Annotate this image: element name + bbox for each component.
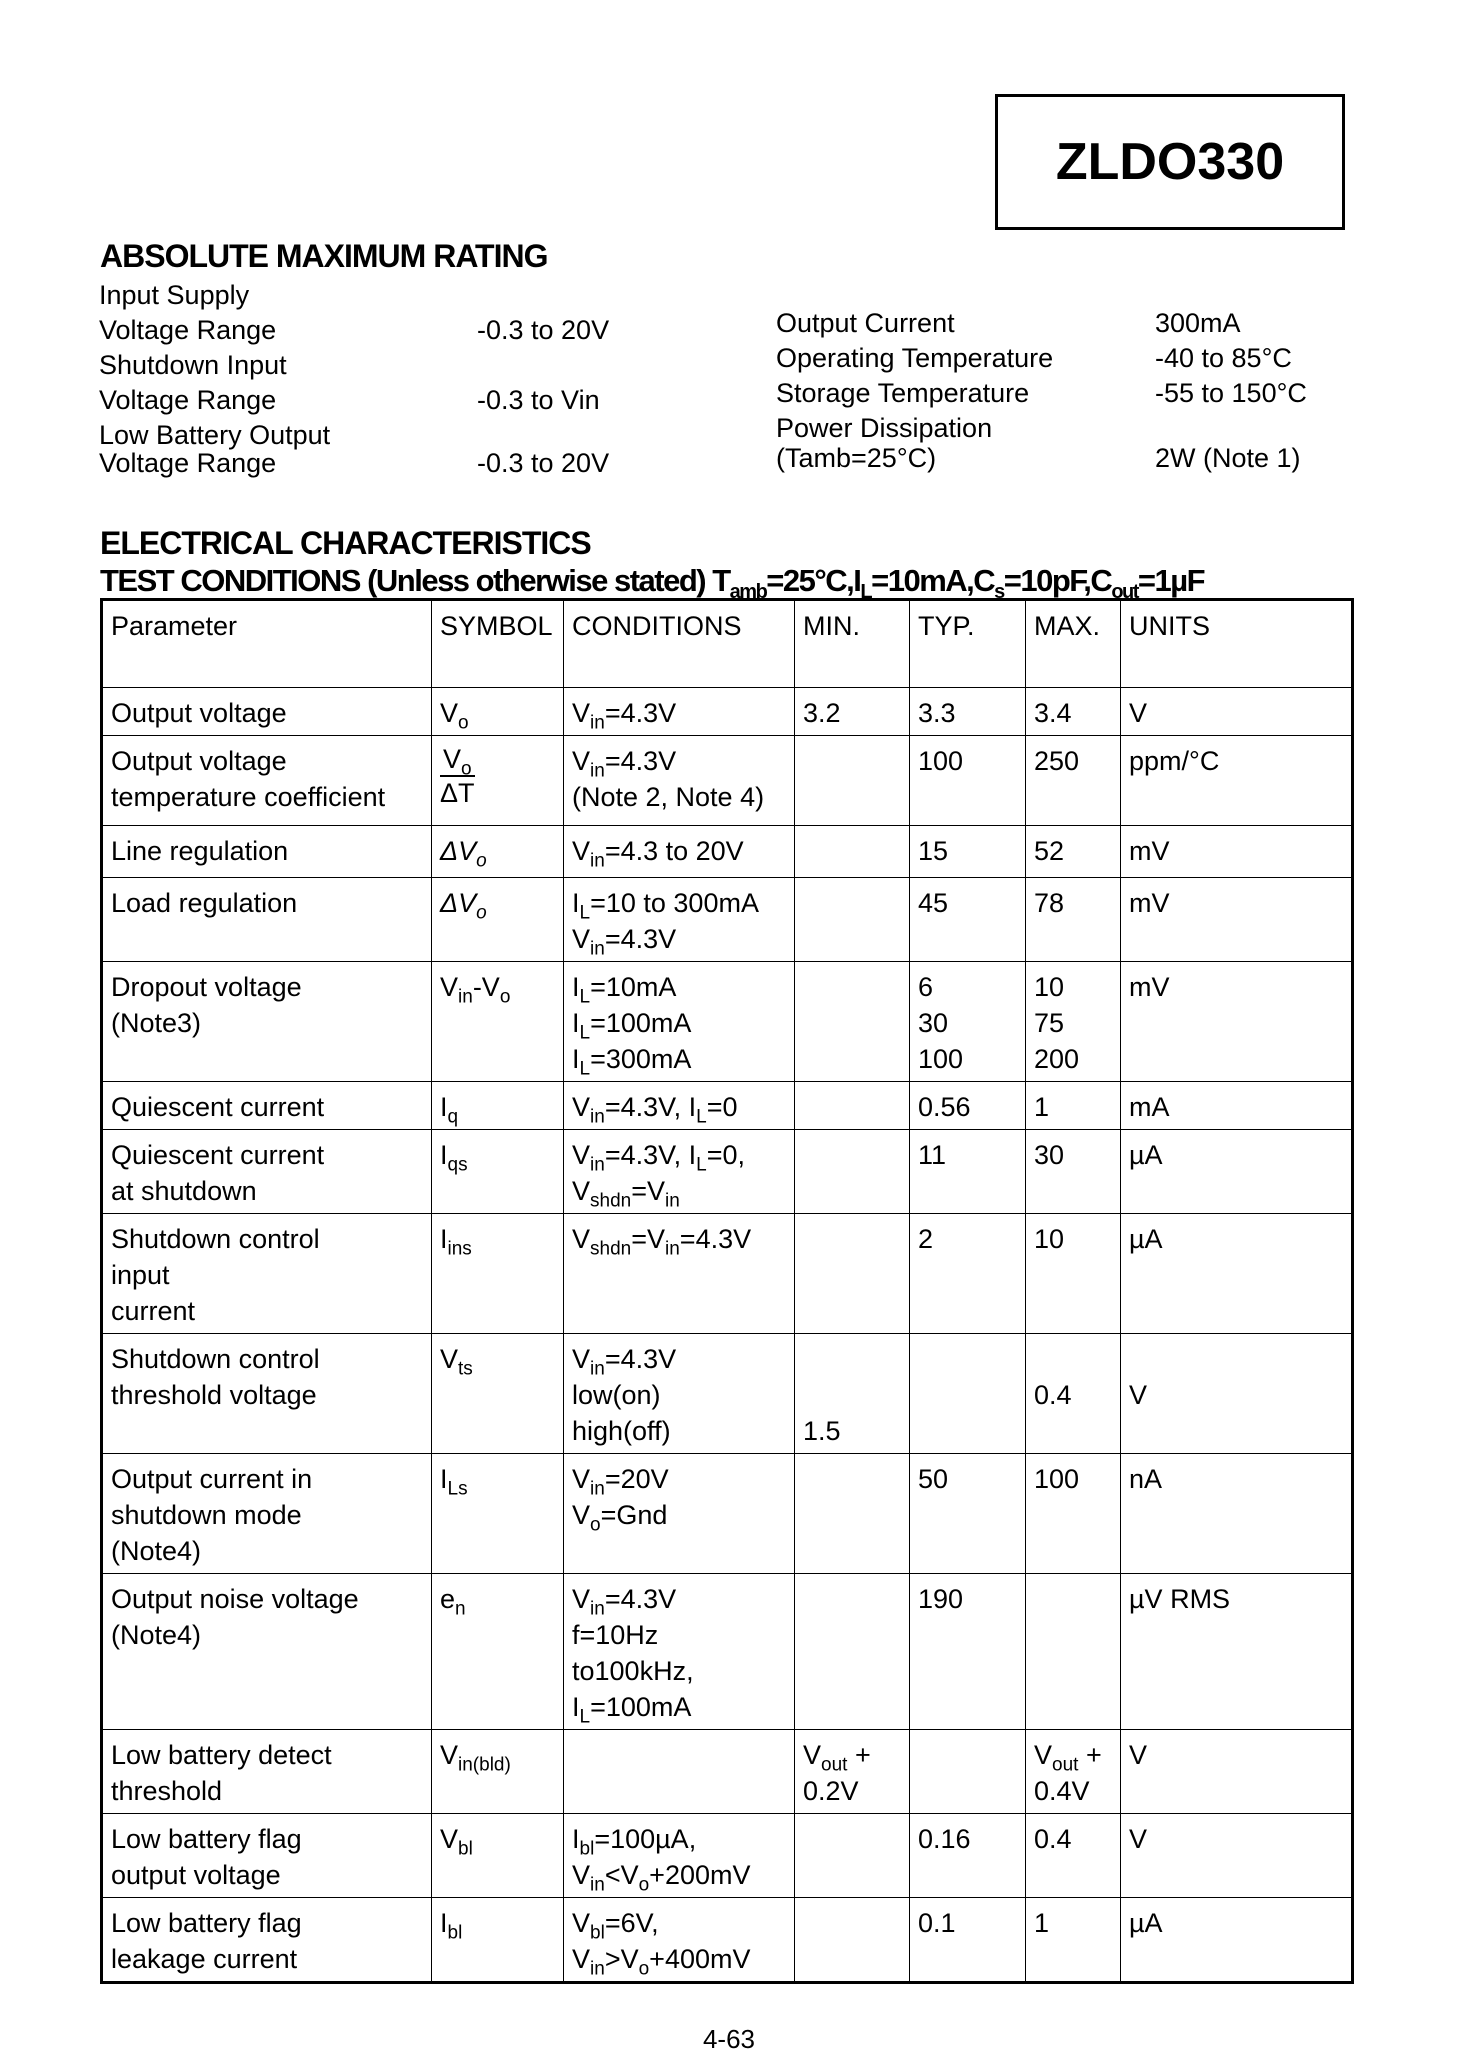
cell-units: V — [1121, 1814, 1353, 1898]
cell-typ: 50 — [910, 1454, 1026, 1574]
abs-right-2-label: Storage Temperature — [776, 378, 1030, 408]
cell-min — [795, 1898, 910, 1983]
cell-param: Quiescent current at shutdown — [102, 1130, 432, 1214]
cell-cond: $V_{in}=4.3V$ (Note 2, Note 4) — [564, 736, 795, 826]
abs-left-0-label2: Voltage Range — [99, 315, 277, 345]
table-row — [102, 1814, 1353, 1898]
cell-min: 1.5 — [795, 1334, 910, 1454]
cell-max: 52 — [1026, 826, 1121, 878]
abs-left-2-label2: Voltage Range — [99, 448, 277, 478]
cell-symbol: $V_{bl}$ — [432, 1814, 564, 1898]
cell-cond: $V_{in}=4.3V$ — [564, 688, 795, 736]
cell-max: 1 — [1026, 1082, 1121, 1130]
abs-right-1-label: Operating Temperature — [776, 343, 1054, 373]
cell-typ — [910, 1730, 1026, 1814]
cell-units: V — [1121, 1730, 1353, 1814]
cell-max: 0.4 — [1026, 1814, 1121, 1898]
cell-cond: $V_{in}=4.3V$, $I_L=0$, $V_{shdn}=V_{in}$ — [564, 1130, 795, 1214]
page-number: 4-63 — [702, 2024, 756, 2054]
cell-units: mV — [1121, 878, 1353, 962]
cell-param: Dropout voltage (Note3) — [102, 962, 432, 1082]
cell-min — [795, 826, 910, 878]
cell-typ: 0.1 — [910, 1898, 1026, 1983]
abs-right-2-value: -55 to 150°C — [1155, 378, 1307, 408]
cell-min: 3.2 — [795, 688, 910, 736]
cell-typ: 0.16 — [910, 1814, 1026, 1898]
cell-min — [795, 736, 910, 826]
cell-typ: 3.3 — [910, 688, 1026, 736]
cell-symbol: $V_{ts}$ — [432, 1334, 564, 1454]
table-row — [102, 1454, 1353, 1574]
cell-units: mV — [1121, 826, 1353, 878]
table-row — [102, 962, 1353, 1082]
cell-param: Output voltage — [102, 688, 432, 736]
symbol-fraction: $\frac{V_o}{\Delta T}$ — [440, 744, 475, 809]
abs-right-3-label2: (Tamb=25°C) — [776, 443, 937, 473]
cell-typ: 45 — [910, 878, 1026, 962]
header-parameter: Parameter — [102, 600, 432, 688]
cell-min — [795, 1574, 910, 1730]
cell-symbol: $e_n$ — [432, 1574, 564, 1730]
abs-left-2-label1: Low Battery Output — [99, 420, 331, 450]
cell-min — [795, 1814, 910, 1898]
cell-max: 10 — [1026, 1214, 1121, 1334]
cell-units: V — [1121, 1334, 1353, 1454]
part-number: ZLDO330 — [1055, 133, 1285, 191]
header-typ: TYP. — [910, 600, 1026, 688]
test-conditions: TEST CONDITIONS (Unless otherwise stated) $T_{amb}=25^\circ C,I_L=10mA,C_s=10pF,C_{out}=1\mu F$ — [100, 563, 1205, 604]
abs-right-0-label: Output Current — [776, 308, 955, 338]
cell-param: Line regulation — [102, 826, 432, 878]
cell-units: mA — [1121, 1082, 1353, 1130]
table-row — [102, 736, 1353, 826]
cell-cond: $V_{in}=4.3V$ f=10Hz to100kHz, $I_L=100mA$ — [564, 1574, 795, 1730]
abs-right-3-label1: Power Dissipation — [776, 413, 993, 443]
abs-left-1-label2: Voltage Range — [99, 385, 277, 415]
cell-max: 100 — [1026, 1454, 1121, 1574]
cell-typ: 100 — [910, 736, 1026, 826]
cell-symbol: $I_{bl}$ — [432, 1898, 564, 1983]
cell-cond: $V_{shdn}=V_{in}=4.3V$ — [564, 1214, 795, 1334]
cell-param: Load regulation — [102, 878, 432, 962]
cell-max: 78 — [1026, 878, 1121, 962]
cell-param: Shutdown control input current — [102, 1214, 432, 1334]
cell-min — [795, 1130, 910, 1214]
elec-char-title: ELECTRICAL CHARACTERISTICS — [100, 525, 591, 561]
part-number-box — [995, 94, 1345, 230]
header-min: MIN. — [795, 600, 910, 688]
abs-right-0-value: 300mA — [1155, 308, 1241, 338]
table-row — [102, 1730, 1353, 1814]
cell-max — [1026, 1574, 1121, 1730]
table-row — [102, 1214, 1353, 1334]
cell-symbol: $I_q$ — [432, 1082, 564, 1130]
abs-left-1-value: -0.3 to Vin — [477, 385, 600, 415]
cell-typ: 15 — [910, 826, 1026, 878]
table-row — [102, 878, 1353, 962]
cell-max: 30 — [1026, 1130, 1121, 1214]
cell-units: nA — [1121, 1454, 1353, 1574]
cell-typ: 190 — [910, 1574, 1026, 1730]
cell-param: Output noise voltage (Note4) — [102, 1574, 432, 1730]
table-row — [102, 826, 1353, 878]
cell-symbol: $I_{ins}$ — [432, 1214, 564, 1334]
header-symbol: SYMBOL — [432, 600, 564, 688]
table-row — [102, 1574, 1353, 1730]
cell-max: 1 — [1026, 1898, 1121, 1983]
abs-right-3-value: 2W (Note 1) — [1155, 443, 1301, 473]
abs-left-0-label1: Input Supply — [99, 280, 250, 310]
cell-typ: 6 30 100 — [910, 962, 1026, 1082]
cell-cond: $V_{bl}=6V$, $V_{in}>V_o+400mV$ — [564, 1898, 795, 1983]
cell-param: Low battery flag output voltage — [102, 1814, 432, 1898]
abs-left-2-value: -0.3 to 20V — [477, 448, 610, 478]
cell-min — [795, 962, 910, 1082]
cell-cond: $V_{in}=4.3$ to 20V — [564, 826, 795, 878]
cell-max: 10 75 200 — [1026, 962, 1121, 1082]
cell-symbol: $V_{in(bld)}$ — [432, 1730, 564, 1814]
electrical-characteristics-table — [100, 598, 1354, 1984]
cell-units: µA — [1121, 1130, 1353, 1214]
cell-cond: $V_{in}=4.3V$, $I_L=0$ — [564, 1082, 795, 1130]
cell-max: 250 — [1026, 736, 1121, 826]
cell-symbol: $\Delta V_o$ — [432, 878, 564, 962]
cell-cond: $I_L=10mA$ $I_L=100mA$ $I_L=300mA$ — [564, 962, 795, 1082]
cell-units: mV — [1121, 962, 1353, 1082]
cell-min — [795, 1082, 910, 1130]
cell-cond — [564, 1730, 795, 1814]
cell-cond: $I_{bl}=100\mu A$, $V_{in}<V_o+200mV$ — [564, 1814, 795, 1898]
cell-units: µV RMS — [1121, 1574, 1353, 1730]
cell-typ: 0.56 — [910, 1082, 1026, 1130]
cell-symbol — [432, 736, 564, 826]
cell-symbol: $I_{Ls}$ — [432, 1454, 564, 1574]
cell-symbol: $\Delta V_o$ — [432, 826, 564, 878]
cell-cond: $V_{in}=4.3V$ low(on) high(off) — [564, 1334, 795, 1454]
table-row — [102, 1082, 1353, 1130]
cell-min — [795, 878, 910, 962]
header-max: MAX. — [1026, 600, 1121, 688]
cell-param: Shutdown control threshold voltage — [102, 1334, 432, 1454]
abs-left-0-value: -0.3 to 20V — [477, 315, 610, 345]
cell-cond: $I_L=10$ to 300mA $V_{in}=4.3V$ — [564, 878, 795, 962]
cell-symbol: $V_{in}-V_o$ — [432, 962, 564, 1082]
cell-max: 3.4 — [1026, 688, 1121, 736]
cell-typ — [910, 1334, 1026, 1454]
cell-units: V — [1121, 688, 1353, 736]
cell-units: µA — [1121, 1898, 1353, 1983]
abs-left-1-label1: Shutdown Input — [99, 350, 287, 380]
cell-units: µA — [1121, 1214, 1353, 1334]
cell-symbol: $I_{qs}$ — [432, 1130, 564, 1214]
table-row — [102, 688, 1353, 736]
cell-min — [795, 1214, 910, 1334]
cell-typ: 11 — [910, 1130, 1026, 1214]
cell-param: Output voltage temperature coefficient — [102, 736, 432, 826]
table-row — [102, 1334, 1353, 1454]
cell-typ: 2 — [910, 1214, 1026, 1334]
cell-max: 0.4 — [1026, 1334, 1121, 1454]
header-units: UNITS — [1121, 600, 1353, 688]
abs-max-title: ABSOLUTE MAXIMUM RATING — [100, 238, 548, 274]
cell-units: ppm/°C — [1121, 736, 1353, 826]
cell-param: Quiescent current — [102, 1082, 432, 1130]
cell-symbol: $V_o$ — [432, 688, 564, 736]
table-header-row — [102, 600, 1353, 688]
abs-right-1-value: -40 to 85°C — [1155, 343, 1292, 373]
cell-param: Output current in shutdown mode (Note4) — [102, 1454, 432, 1574]
table-row — [102, 1130, 1353, 1214]
cell-min — [795, 1454, 910, 1574]
cell-param: Low battery detect threshold — [102, 1730, 432, 1814]
table-row — [102, 1898, 1353, 1983]
cell-param: Low battery flag leakage current — [102, 1898, 432, 1983]
header-conditions: CONDITIONS — [564, 600, 795, 688]
cell-max: $V_{out}$ + 0.4V — [1026, 1730, 1121, 1814]
cell-min: $V_{out}$ + 0.2V — [795, 1730, 910, 1814]
cell-cond: $V_{in}=20V$ $V_o=Gnd$ — [564, 1454, 795, 1574]
